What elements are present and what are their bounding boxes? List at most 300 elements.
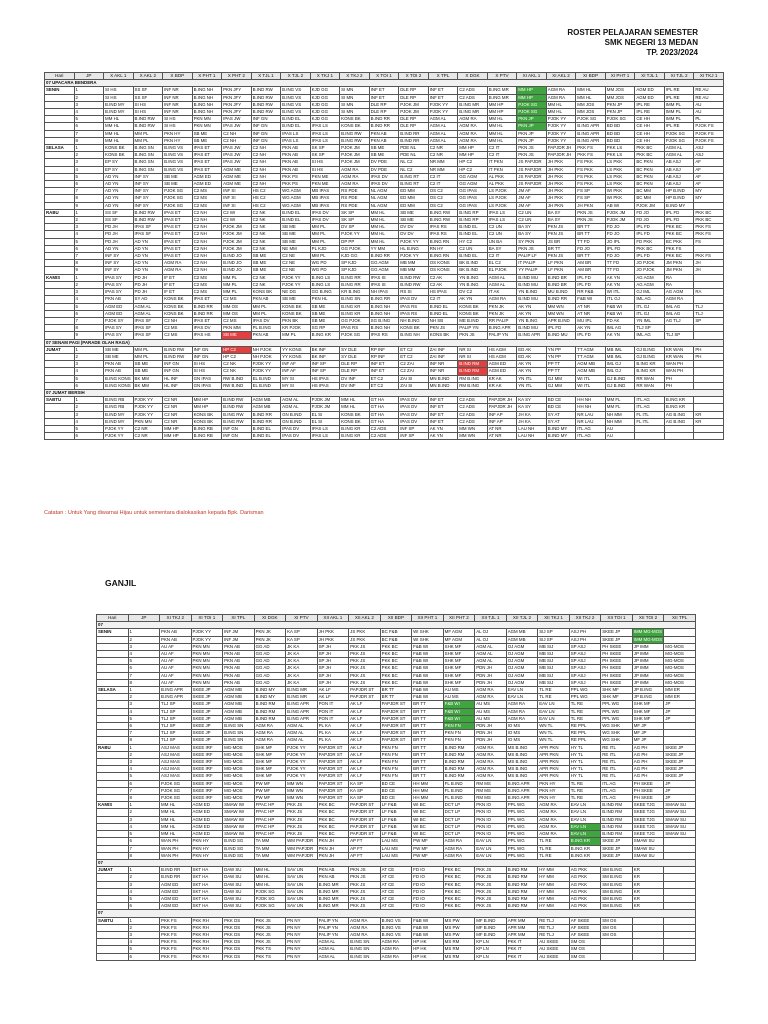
table-cell: SHK MF <box>443 679 475 686</box>
table-cell: ITL AG <box>576 425 606 432</box>
column-header: XII BDP <box>380 615 412 622</box>
table-cell: INF ET <box>369 361 399 368</box>
table-cell: RE AU <box>694 94 724 101</box>
table-cell: PALIP YN <box>458 325 488 332</box>
table-cell: OS C2 <box>428 202 458 209</box>
table-cell: MS B.ING <box>506 759 538 766</box>
table-cell: HY TL <box>569 773 601 780</box>
table-cell: WI ITL <box>576 382 606 389</box>
table-cell: B.ING NH <box>192 94 222 101</box>
table-cell: AGM ED <box>160 888 192 895</box>
table-cell: OJ AGM <box>506 679 538 686</box>
table-cell: 4 <box>74 231 104 238</box>
table-cell: F&B WI <box>443 715 475 722</box>
table-cell: MM HL <box>369 238 399 245</box>
table-cell: PJOK SY <box>104 317 134 324</box>
day-cell <box>45 260 75 267</box>
table-cell: B.ING APR <box>576 123 606 130</box>
table-cell: MM HL <box>160 809 192 816</box>
table-cell: 4 <box>128 766 160 773</box>
table-cell: AGM RA <box>475 744 507 751</box>
table-row <box>97 903 696 910</box>
table-cell: SHK MF <box>254 773 286 780</box>
table-cell: WM PAPJDR <box>286 845 318 852</box>
table-cell: KONS BK <box>340 116 370 123</box>
table-cell: IPAS DV <box>369 181 399 188</box>
table-cell: PKN AB <box>281 166 311 173</box>
table-cell: B.ING VS <box>163 152 193 159</box>
table-cell: MM PL <box>133 130 163 137</box>
table-cell: MM FL <box>605 404 635 411</box>
table-cell: FD JO <box>635 217 665 224</box>
table-cell: F&B WI <box>412 917 444 924</box>
table-cell: 2 <box>128 636 160 643</box>
table-cell: PKN AB <box>223 643 255 650</box>
table-cell: MM HL <box>254 867 286 874</box>
table-cell: AGM RA <box>475 773 507 780</box>
table-cell: SHK MF <box>443 658 475 665</box>
table-cell: LS PJOK <box>487 188 517 195</box>
column-header: XII TOI 1 <box>601 615 633 622</box>
section-label-row <box>97 910 696 917</box>
table-cell: PKN JS <box>576 209 606 216</box>
table-cell: B.ING RR <box>340 281 370 288</box>
table-cell: PAPJDR ST <box>380 723 412 730</box>
table-cell: SKEE TJG <box>632 816 664 823</box>
table-cell: PDN JH <box>475 665 507 672</box>
table-cell: MM HP <box>458 152 488 159</box>
table-cell: PH SKEE <box>601 672 633 679</box>
table-cell: RM MS <box>475 787 507 794</box>
table-cell: MM HP <box>163 425 193 432</box>
table-cell: HH NH <box>576 397 606 404</box>
table-cell: MM WN <box>546 303 576 310</box>
table-cell: SI MN <box>340 94 370 101</box>
table-cell: PKN JK <box>254 636 286 643</box>
table-cell: B.IND SG <box>223 838 255 845</box>
table-cell: SB ME <box>369 152 399 159</box>
table-cell: B.ING RB <box>104 404 134 411</box>
table-cell: PKN FN <box>443 737 475 744</box>
table-cell: FL B.IND <box>443 795 475 802</box>
table-cell: AGM RA <box>340 181 370 188</box>
table-cell: PKK BC <box>443 888 475 895</box>
table-cell: HP HK <box>412 946 444 953</box>
table-cell: SI MN <box>340 109 370 116</box>
table-cell: PKK DS <box>223 939 255 946</box>
column-header: XI DGK <box>254 615 286 622</box>
table-cell: MF JP <box>632 723 664 730</box>
table-cell: MS B.ING <box>506 766 538 773</box>
day-cell <box>45 238 75 245</box>
table-cell: SHK MF <box>601 687 633 694</box>
table-row <box>97 737 696 744</box>
column-header: XI AKL 1 <box>517 73 547 80</box>
table-cell <box>694 433 724 440</box>
table-cell: C2 NK <box>251 231 281 238</box>
table-cell: IPAS JW <box>222 152 252 159</box>
table-cell: IPAS IS <box>369 281 399 288</box>
table-cell: HY MM <box>538 867 570 874</box>
table-cell: MM WN <box>546 310 576 317</box>
table-cell: C2 MS <box>192 281 222 288</box>
table-cell: B.IND RR <box>160 874 192 881</box>
table-cell: AGM MB <box>223 701 255 708</box>
table-cell: SKT HA <box>191 874 223 881</box>
table-cell: MF AGM <box>443 629 475 636</box>
table-cell: AF <box>694 173 724 180</box>
day-cell: KAMIS <box>97 802 129 809</box>
column-header: X DGK <box>458 73 488 80</box>
table-cell: B.ING SN <box>133 166 163 173</box>
table-cell: MY <box>694 188 724 195</box>
table-cell: WAN PH <box>160 852 192 859</box>
table-cell: KONS BK <box>104 145 134 152</box>
table-cell: WG SHK <box>601 730 633 737</box>
table-cell: C2 MS <box>192 195 222 202</box>
table-cell: PALIP YN <box>487 332 517 339</box>
table-cell: AGM RA <box>349 924 381 931</box>
table-cell: B.IND RM <box>443 773 475 780</box>
table-row <box>97 795 696 802</box>
table-cell: PKK JS <box>254 931 286 938</box>
table-cell: C2 NH <box>251 173 281 180</box>
day-cell: KAMIS <box>45 274 75 281</box>
table-cell: MS PW <box>443 924 475 931</box>
table-cell: INF NR <box>163 87 193 94</box>
table-cell: PKK BC <box>694 217 724 224</box>
table-cell: JK KA <box>286 672 318 679</box>
table-cell: AG AGM <box>635 281 665 288</box>
table-cell: MM HL <box>487 130 517 137</box>
table-cell: ASJ PH <box>569 629 601 636</box>
table-cell: PKN IO <box>475 816 507 823</box>
table-cell: C2 NE <box>281 260 311 267</box>
table-cell: RS PDE <box>340 188 370 195</box>
table-cell: LS PKK <box>605 181 635 188</box>
table-cell: GG AD <box>254 672 286 679</box>
table-cell: JH PKK <box>546 195 576 202</box>
table-cell: PKK FS <box>694 224 724 231</box>
table-cell: PN NY <box>286 946 318 953</box>
table-cell: FD PKK <box>635 238 665 245</box>
table-cell: PKK JS <box>349 903 381 910</box>
column-header: XII TJL 2 <box>506 615 538 622</box>
table-cell: MN B.IND <box>428 382 458 389</box>
table-cell: PKN JS <box>546 224 576 231</box>
day-cell <box>45 195 75 202</box>
day-cell <box>97 939 129 946</box>
table-row <box>97 917 696 924</box>
table-cell: PON IT <box>317 708 349 715</box>
table-cell: BC PKN <box>635 173 665 180</box>
table-cell: JM AF <box>517 188 547 195</box>
table-cell: RR F&B <box>576 289 606 296</box>
table-cell: B.ING APR <box>487 325 517 332</box>
table-cell: WG AGM <box>281 195 311 202</box>
table-cell: INF GN <box>251 130 281 137</box>
table-cell: MM PL <box>310 238 340 245</box>
table-cell: PJOK JM <box>222 238 252 245</box>
section-label: 07 <box>97 910 696 917</box>
table-cell: DV PDE <box>369 159 399 166</box>
table-1-body <box>45 80 724 440</box>
table-cell: GN IPAS <box>192 382 222 389</box>
table-cell <box>694 325 724 332</box>
table-cell: SY DLE <box>340 346 370 353</box>
table-cell: AF SKEE <box>569 924 601 931</box>
table-cell: IPL FD <box>546 325 576 332</box>
table-cell: B.IND RR <box>369 253 399 260</box>
table-cell: INF ET <box>428 397 458 404</box>
table-cell: SB ME <box>133 361 163 368</box>
table-cell: JP <box>664 780 696 787</box>
table-cell: C2 MS <box>192 188 222 195</box>
table-cell: IPAS ET <box>192 145 222 152</box>
table-cell: JH PKN <box>576 202 606 209</box>
table-cell: 1 <box>128 629 160 636</box>
table-cell: MB SIJ <box>538 643 570 650</box>
day-cell: RABU <box>45 209 75 216</box>
table-cell: NL AGM <box>369 188 399 195</box>
table-cell: SB ME <box>192 130 222 137</box>
table-cell: INF ET <box>428 418 458 425</box>
table-cell: AK LF <box>349 773 381 780</box>
table-cell: SB ME <box>192 137 222 144</box>
table-cell: PJOK JM <box>222 245 252 252</box>
table-cell: RE PPL <box>569 730 601 737</box>
table-cell: EL B.IND <box>251 382 281 389</box>
table-cell: C2 NH <box>192 224 222 231</box>
table-cell: MM PL <box>281 332 311 339</box>
table-cell: AG PKK <box>569 881 601 888</box>
table-cell: NL AGM <box>369 195 399 202</box>
table-cell: IPAS ET <box>163 231 193 238</box>
table-cell: PJOK YY <box>546 123 576 130</box>
table-cell: AF <box>694 166 724 173</box>
table-cell: 2 <box>128 751 160 758</box>
table-cell: FD JO <box>605 253 635 260</box>
table-cell: 7 <box>128 845 160 852</box>
table-cell: MS PW <box>443 931 475 938</box>
table-cell: PH <box>664 375 694 382</box>
table-cell: PAPJDR ST <box>317 787 349 794</box>
table-cell: UN BA <box>487 238 517 245</box>
table-cell: INF SP <box>310 368 340 375</box>
table-cell: HS C2 <box>251 195 281 202</box>
table-cell: PKK BC <box>380 643 412 650</box>
table-cell: IT AK <box>487 289 517 296</box>
table-cell: INF GN <box>222 425 252 432</box>
column-header: XI TOI 1 <box>191 615 223 622</box>
day-cell <box>97 766 129 773</box>
table-cell: PJOK YY <box>340 231 370 238</box>
day-cell <box>45 433 75 440</box>
table-cell: LF PKN <box>546 267 576 274</box>
table-cell: GT HA <box>369 418 399 425</box>
table-cell: PKK JS <box>349 643 381 650</box>
table-2-body <box>97 622 696 961</box>
table-cell: IPAS LS <box>310 123 340 130</box>
table-cell: BR TT <box>412 766 444 773</box>
table-cell: MG-MOS <box>223 780 255 787</box>
table-cell: AD YN <box>133 260 163 267</box>
table-cell: INF GN <box>163 368 193 375</box>
table-row <box>45 382 724 389</box>
table-cell: PKN FN <box>380 766 412 773</box>
table-cell: PKK JS <box>475 881 507 888</box>
table-cell: WI ITL <box>605 289 635 296</box>
table-cell: PKN HY <box>191 852 223 859</box>
table-cell: AK LF <box>317 694 349 701</box>
table-cell: IPAS ET <box>163 238 193 245</box>
table-cell: JM AF <box>517 202 547 209</box>
day-cell <box>45 281 75 288</box>
table-cell: MM WN <box>286 780 318 787</box>
table-cell: B.IND RR <box>399 130 429 137</box>
table-cell: AG TLJ <box>664 317 694 324</box>
table-cell: B.IND RW <box>251 109 281 116</box>
column-header: X AKL 2 <box>133 73 163 80</box>
table-cell: AGM RA <box>254 737 286 744</box>
table-cell: B.IND RM <box>506 874 538 881</box>
table-row <box>97 831 696 838</box>
table-cell: BR TT <box>546 245 576 252</box>
table-cell: TLJ SP <box>635 325 665 332</box>
table-cell: B.ING MR <box>317 881 349 888</box>
table-cell: BC MM <box>635 188 665 195</box>
table-cell <box>601 946 633 953</box>
table-cell: SKEE IRF <box>191 766 223 773</box>
table-cell: SM B.ING <box>601 895 633 902</box>
table-cell: B.ING SN <box>349 946 381 953</box>
table-cell: PKN HY <box>538 795 570 802</box>
table-cell: AGM AL <box>428 137 458 144</box>
table-cell: DP PP <box>340 238 370 245</box>
table-cell: B.IND RM <box>506 895 538 902</box>
table-cell: B.ING KR <box>340 303 370 310</box>
table-cell: SKT HA <box>191 903 223 910</box>
table-cell: SI HS <box>192 368 222 375</box>
table-cell: IPAS LS <box>487 209 517 216</box>
table-cell: IPAS RS <box>369 332 399 339</box>
table-cell: ED MM <box>399 202 429 209</box>
table-cell: HP C2 <box>458 166 488 173</box>
table-row <box>45 245 724 252</box>
table-cell: PKK IT <box>506 946 538 953</box>
table-cell: PN NY <box>286 917 318 924</box>
table-cell: AG AGM <box>635 274 665 281</box>
table-cell: FD IO <box>412 895 444 902</box>
table-cell: MG-MOS <box>223 795 255 802</box>
table-cell: SMAW IW <box>223 831 255 838</box>
table-cell: FS PKK <box>576 166 606 173</box>
table-cell: PKN HY <box>163 130 193 137</box>
day-cell <box>45 332 75 339</box>
table-cell: PKK BC <box>317 802 349 809</box>
table-cell: AF <box>694 181 724 188</box>
table-cell: AG B.ING <box>664 411 694 418</box>
table-cell: PJOK SG <box>160 780 192 787</box>
table-cell: PKK JS <box>286 831 318 838</box>
table-cell: MB IML <box>605 353 635 360</box>
table-cell: AK LF <box>349 715 381 722</box>
table-cell: AGM ED <box>191 802 223 809</box>
table-cell: MU B.IND <box>546 289 576 296</box>
table-cell: SI HS <box>133 109 163 116</box>
table-cell: MM HL <box>576 87 606 94</box>
table-cell: 1 <box>128 744 160 751</box>
table-cell: AGM RA <box>458 123 488 130</box>
table-cell: C2 IT <box>487 145 517 152</box>
table-cell: C2 NK <box>251 209 281 216</box>
table-cell: FPAC HP <box>254 802 286 809</box>
table-cell: IPAS LS <box>310 425 340 432</box>
table-cell: PKK BC <box>380 672 412 679</box>
table-cell: AGM MB <box>576 368 606 375</box>
table-cell: PAPJDR ST <box>349 831 381 838</box>
day-cell <box>45 109 75 116</box>
table-cell: AD YN <box>104 195 134 202</box>
table-cell: FS PKK <box>576 173 606 180</box>
table-cell: PPL WG <box>506 852 538 859</box>
table-cell: F&B WI <box>412 931 444 938</box>
table-cell: AGM ED <box>191 831 223 838</box>
table-cell: MM PL <box>133 346 163 353</box>
table-cell: AU AF <box>160 679 192 686</box>
table-cell: AK YN <box>605 332 635 339</box>
table-cell: B.ING KR <box>664 404 694 411</box>
table-cell: AGM ED <box>191 816 223 823</box>
table-cell: PKN AB <box>281 145 311 152</box>
table-cell: SK SP <box>340 209 370 216</box>
table-cell: HH MM <box>412 787 444 794</box>
table-cell: PKN JS <box>349 874 381 881</box>
table-cell: RS SI <box>399 289 429 296</box>
table-cell: AG AGM <box>664 289 694 296</box>
table-cell: PKN JP <box>517 130 547 137</box>
table-cell: BR TT <box>576 253 606 260</box>
day-cell: SENIN <box>97 629 129 636</box>
table-cell: AK LF <box>349 708 381 715</box>
table-cell: NR SI <box>458 346 488 353</box>
table-cell: IML GJ <box>605 361 635 368</box>
table-cell: 8 <box>128 795 160 802</box>
table-cell: PKN AB <box>369 137 399 144</box>
table-cell: C2 UN <box>487 231 517 238</box>
day-cell <box>45 325 75 332</box>
table-cell: TL RE <box>538 845 570 852</box>
table-cell: C2 NK <box>251 238 281 245</box>
table-cell: AGM AL <box>286 737 318 744</box>
table-cell: B.ING SN <box>223 737 255 744</box>
table-cell: AG PH <box>632 751 664 758</box>
table-cell: INF SI <box>222 195 252 202</box>
table-cell: FD IO <box>412 867 444 874</box>
table-cell: MM HL <box>160 823 192 830</box>
day-cell <box>45 173 75 180</box>
day-cell: SENIN <box>45 87 75 94</box>
table-cell: IPL FD <box>635 224 665 231</box>
table-cell: SMAW SU <box>664 802 696 809</box>
table-cell: IPAS ET <box>163 253 193 260</box>
table-cell: KJD GG <box>310 94 340 101</box>
table-cell: AGM MB <box>223 687 255 694</box>
table-cell: SB ME <box>281 296 311 303</box>
table-cell: AGM RA <box>380 953 412 960</box>
table-cell: ITL AG <box>635 404 665 411</box>
table-cell: TLJ SP <box>160 723 192 730</box>
